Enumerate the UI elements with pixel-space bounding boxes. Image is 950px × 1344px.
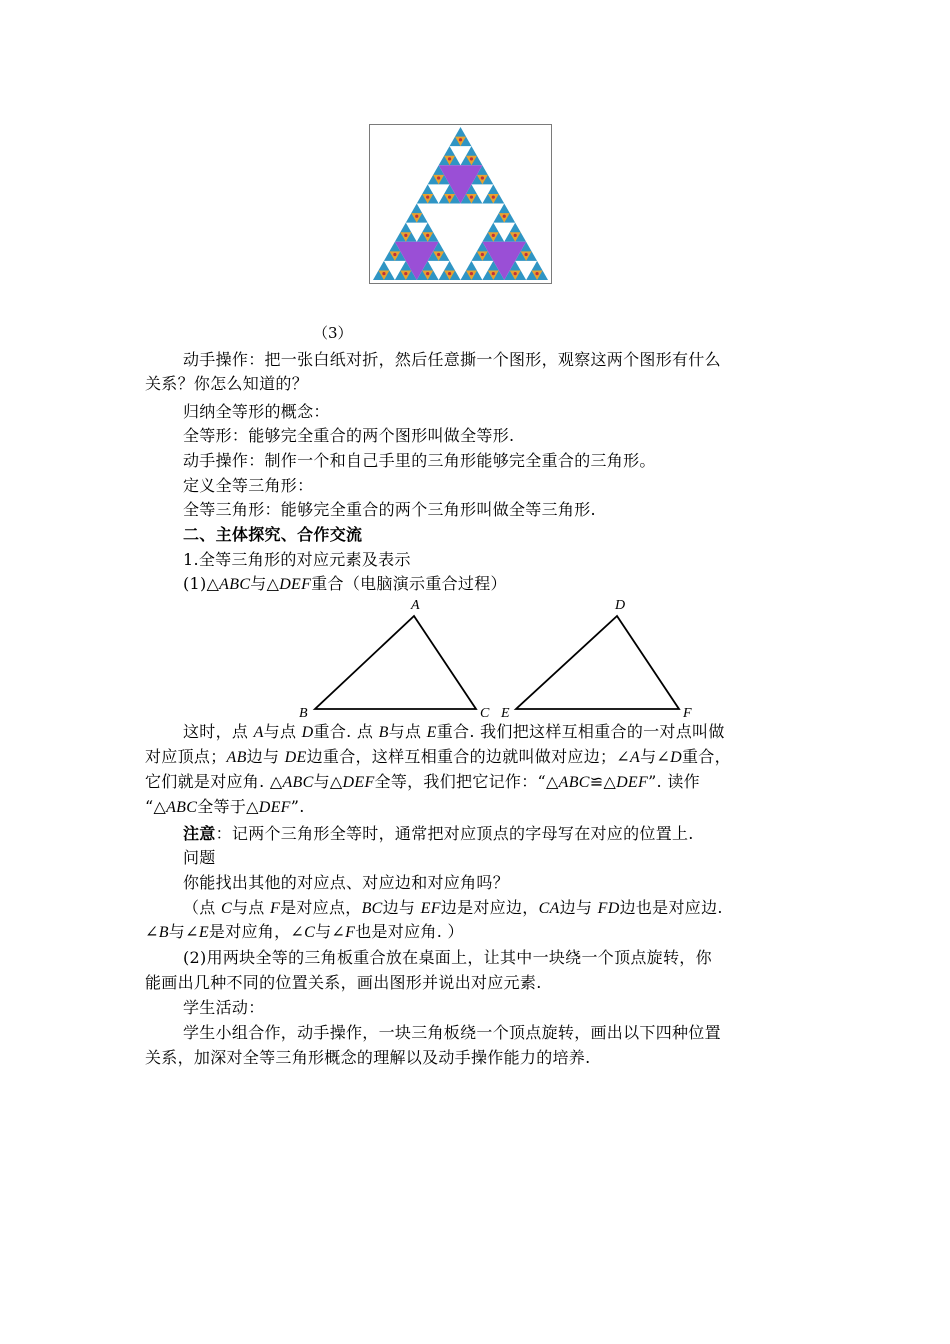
text-line-triangles-coincide: (1)△ABC与△DEF重合（电脑演示重合过程）: [183, 574, 507, 593]
vertex-label-a: A: [411, 598, 420, 613]
text-line: 定义全等三角形：: [183, 476, 314, 495]
fractal-dot: [437, 176, 440, 179]
fractal-dot: [459, 138, 462, 141]
fractal-dot: [492, 196, 495, 199]
fractal-dot: [514, 272, 517, 275]
vertex-label-e: E: [501, 706, 510, 721]
text-line: 对应顶点；AB边与 DE边重合，这样互相重合的边就叫做对应边；∠A与∠D重合，: [145, 747, 731, 766]
fractal-dot: [535, 272, 538, 275]
vertex-label-c: C: [480, 706, 490, 721]
triangle-abc: [315, 616, 476, 709]
answer-line: （点 C与点 F是对应点，BC边与 EF边是对应边，CA边与 FD边也是对应边.: [183, 898, 723, 917]
sierpinski-figure: [369, 124, 552, 284]
text-line: 关系？你怎么知道的？: [145, 374, 309, 393]
section-heading: 二、主体探究、合作交流: [183, 525, 363, 544]
fractal-dot: [514, 234, 517, 237]
fractal-dot: [404, 272, 407, 275]
fractal-dot: [492, 272, 495, 275]
fractal-dot: [448, 272, 451, 275]
question-title: 问题: [183, 848, 216, 867]
fractal-dot: [426, 234, 429, 237]
fractal-dot: [393, 253, 396, 256]
text-line: 1.全等三角形的对应元素及表示: [183, 550, 411, 569]
fractal-dot: [404, 234, 407, 237]
note-line: 注意：记两个三角形全等时，通常把对应顶点的字母写在对应的位置上.: [183, 824, 694, 843]
fractal-dot: [470, 272, 473, 275]
fractal-dot: [481, 176, 484, 179]
fractal-dot: [426, 196, 429, 199]
text-line: 动手操作：制作一个和自己手里的三角形能够完全重合的三角形。: [183, 451, 656, 470]
fractal-dot: [525, 253, 528, 256]
vertex-label-d: D: [615, 598, 626, 613]
answer-line: ∠B与∠E是对应角，∠C与∠F也是对应角. ）: [145, 922, 464, 941]
text-line: 能画出几种不同的位置关系，画出图形并说出对应元素.: [145, 973, 542, 992]
fractal-dot: [470, 196, 473, 199]
question-text: 你能找出其他的对应点、对应边和对应角吗？: [183, 873, 510, 892]
fractal-dot: [492, 234, 495, 237]
text-line: 动手操作：把一张白纸对折，然后任意撕一个图形，观察这两个图形有什么: [183, 350, 721, 369]
fractal-dot: [448, 157, 451, 160]
text-line: 这时，点 A与点 D重合. 点 B与点 E重合. 我们把这样互相重合的一对点叫做: [183, 722, 725, 741]
text-line: 关系，加深对全等三角形概念的理解以及动手操作能力的培养.: [145, 1048, 591, 1067]
text-line: “△ABC全等于△DEF”.: [145, 797, 305, 816]
triangle-def: [516, 616, 679, 709]
fractal-dot: [437, 253, 440, 256]
fractal-dot: [481, 253, 484, 256]
fractal-dot: [426, 272, 429, 275]
fractal-dot: [415, 215, 418, 218]
congruent-triangles-diagram: [290, 596, 710, 724]
text-line: 全等三角形：能够完全重合的两个三角形叫做全等三角形.: [183, 500, 596, 519]
figure-caption: （3）: [313, 324, 353, 342]
text-line: 它们就是对应角. △ABC与△DEF全等，我们把它记作：“△ABC≌△DEF”. 读作: [145, 772, 700, 791]
activity-title: 学生活动：: [183, 998, 265, 1017]
fractal-dot: [382, 272, 385, 275]
vertex-label-b: B: [299, 706, 308, 721]
note-label: 注意: [183, 824, 216, 843]
fractal-dot: [503, 215, 506, 218]
fractal-dot: [470, 157, 473, 160]
sierpinski-triangle-image: [370, 125, 551, 283]
text-line: (2)用两块全等的三角板重合放在桌面上，让其中一块绕一个顶点旋转，你: [183, 948, 712, 967]
vertex-label-f: F: [683, 706, 692, 721]
text-line: 学生小组合作，动手操作，一块三角板绕一个顶点旋转，画出以下四种位置: [183, 1023, 721, 1042]
text-line: 归纳全等形的概念：: [183, 402, 330, 421]
text-line: 全等形：能够完全重合的两个图形叫做全等形.: [183, 426, 515, 445]
fractal-dot: [448, 196, 451, 199]
